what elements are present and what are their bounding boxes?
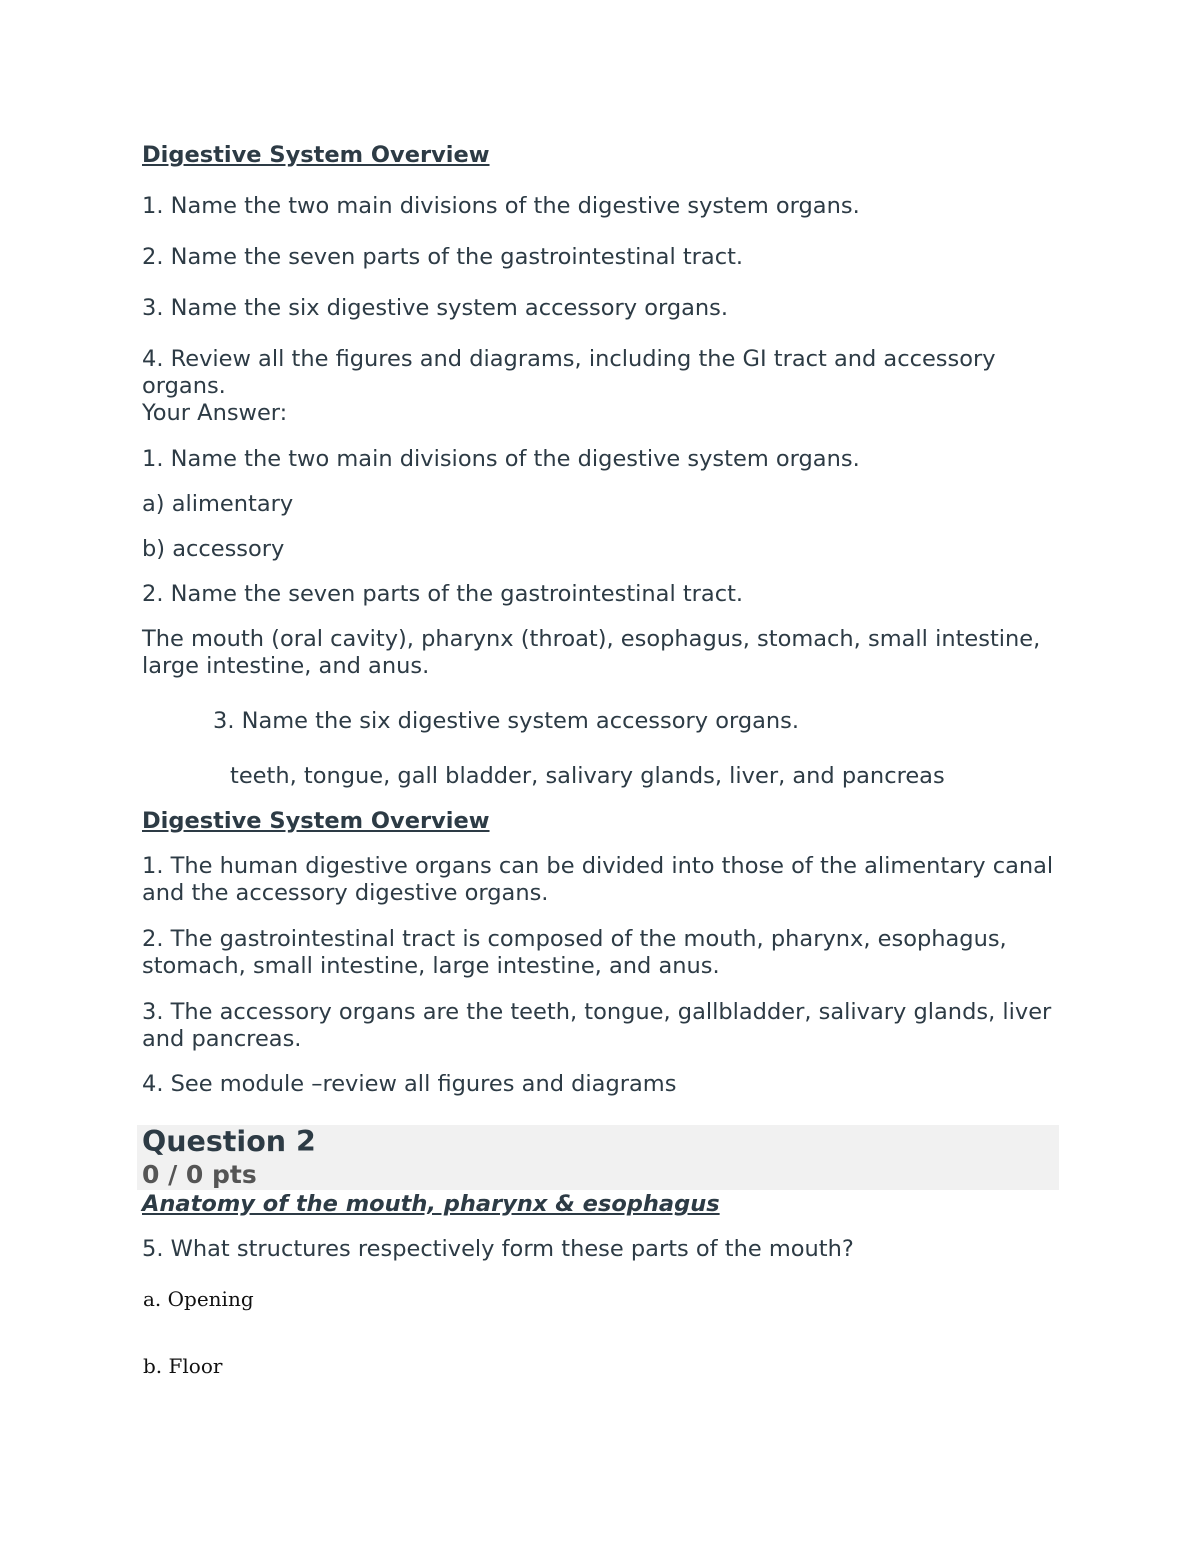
question-subheading: Anatomy of the mouth, pharynx & esophagus xyxy=(142,1191,720,1217)
question-2: 2. Name the seven parts of the gastrointestinal tract. xyxy=(142,244,744,270)
answer-question-1: 1. Name the two main divisions of the digestive system organs. xyxy=(142,446,860,472)
question-5: 5. What structures respectively form these parts of the mouth? xyxy=(142,1236,854,1262)
answer-2: The mouth (oral cavity), pharynx (throat), esophagus, stomach, small intestine, large intestine, and anus. xyxy=(142,626,1041,679)
item-a-opening: a. Opening xyxy=(143,1287,254,1311)
question-title: Question 2 xyxy=(142,1125,316,1158)
question-1: 1. Name the two main divisions of the digestive system organs. xyxy=(142,193,860,219)
section-heading-overview: Digestive System Overview xyxy=(142,142,490,168)
your-answer-label: Your Answer: xyxy=(142,400,288,426)
overview-point-1: 1. The human digestive organs can be divided into those of the alimentary canal and the accessory digestive organs. xyxy=(142,853,1054,906)
overview-point-3: 3. The accessory organs are the teeth, tongue, gallbladder, salivary glands, liver and pancreas. xyxy=(142,999,1052,1052)
overview-point-4: 4. See module –review all figures and diagrams xyxy=(142,1071,677,1097)
question-4: 4. Review all the figures and diagrams, including the GI tract and accessory organs. xyxy=(142,346,996,399)
section-heading-overview-2: Digestive System Overview xyxy=(142,808,490,834)
question-3: 3. Name the six digestive system accessory organs. xyxy=(142,295,729,321)
answer-question-3: 3. Name the six digestive system accessory organs. xyxy=(213,708,800,734)
question-points: 0 / 0 pts xyxy=(142,1160,257,1189)
overview-point-2: 2. The gastrointestinal tract is composed of the mouth, pharynx, esophagus, stomach, small intestine, large intestine, and anus. xyxy=(142,926,1007,979)
answer-question-2: 2. Name the seven parts of the gastrointestinal tract. xyxy=(142,581,744,607)
answer-1a: a) alimentary xyxy=(142,491,294,517)
item-b-floor: b. Floor xyxy=(143,1354,223,1378)
answer-3: teeth, tongue, gall bladder, salivary glands, liver, and pancreas xyxy=(230,763,945,789)
answer-1b: b) accessory xyxy=(142,536,285,562)
